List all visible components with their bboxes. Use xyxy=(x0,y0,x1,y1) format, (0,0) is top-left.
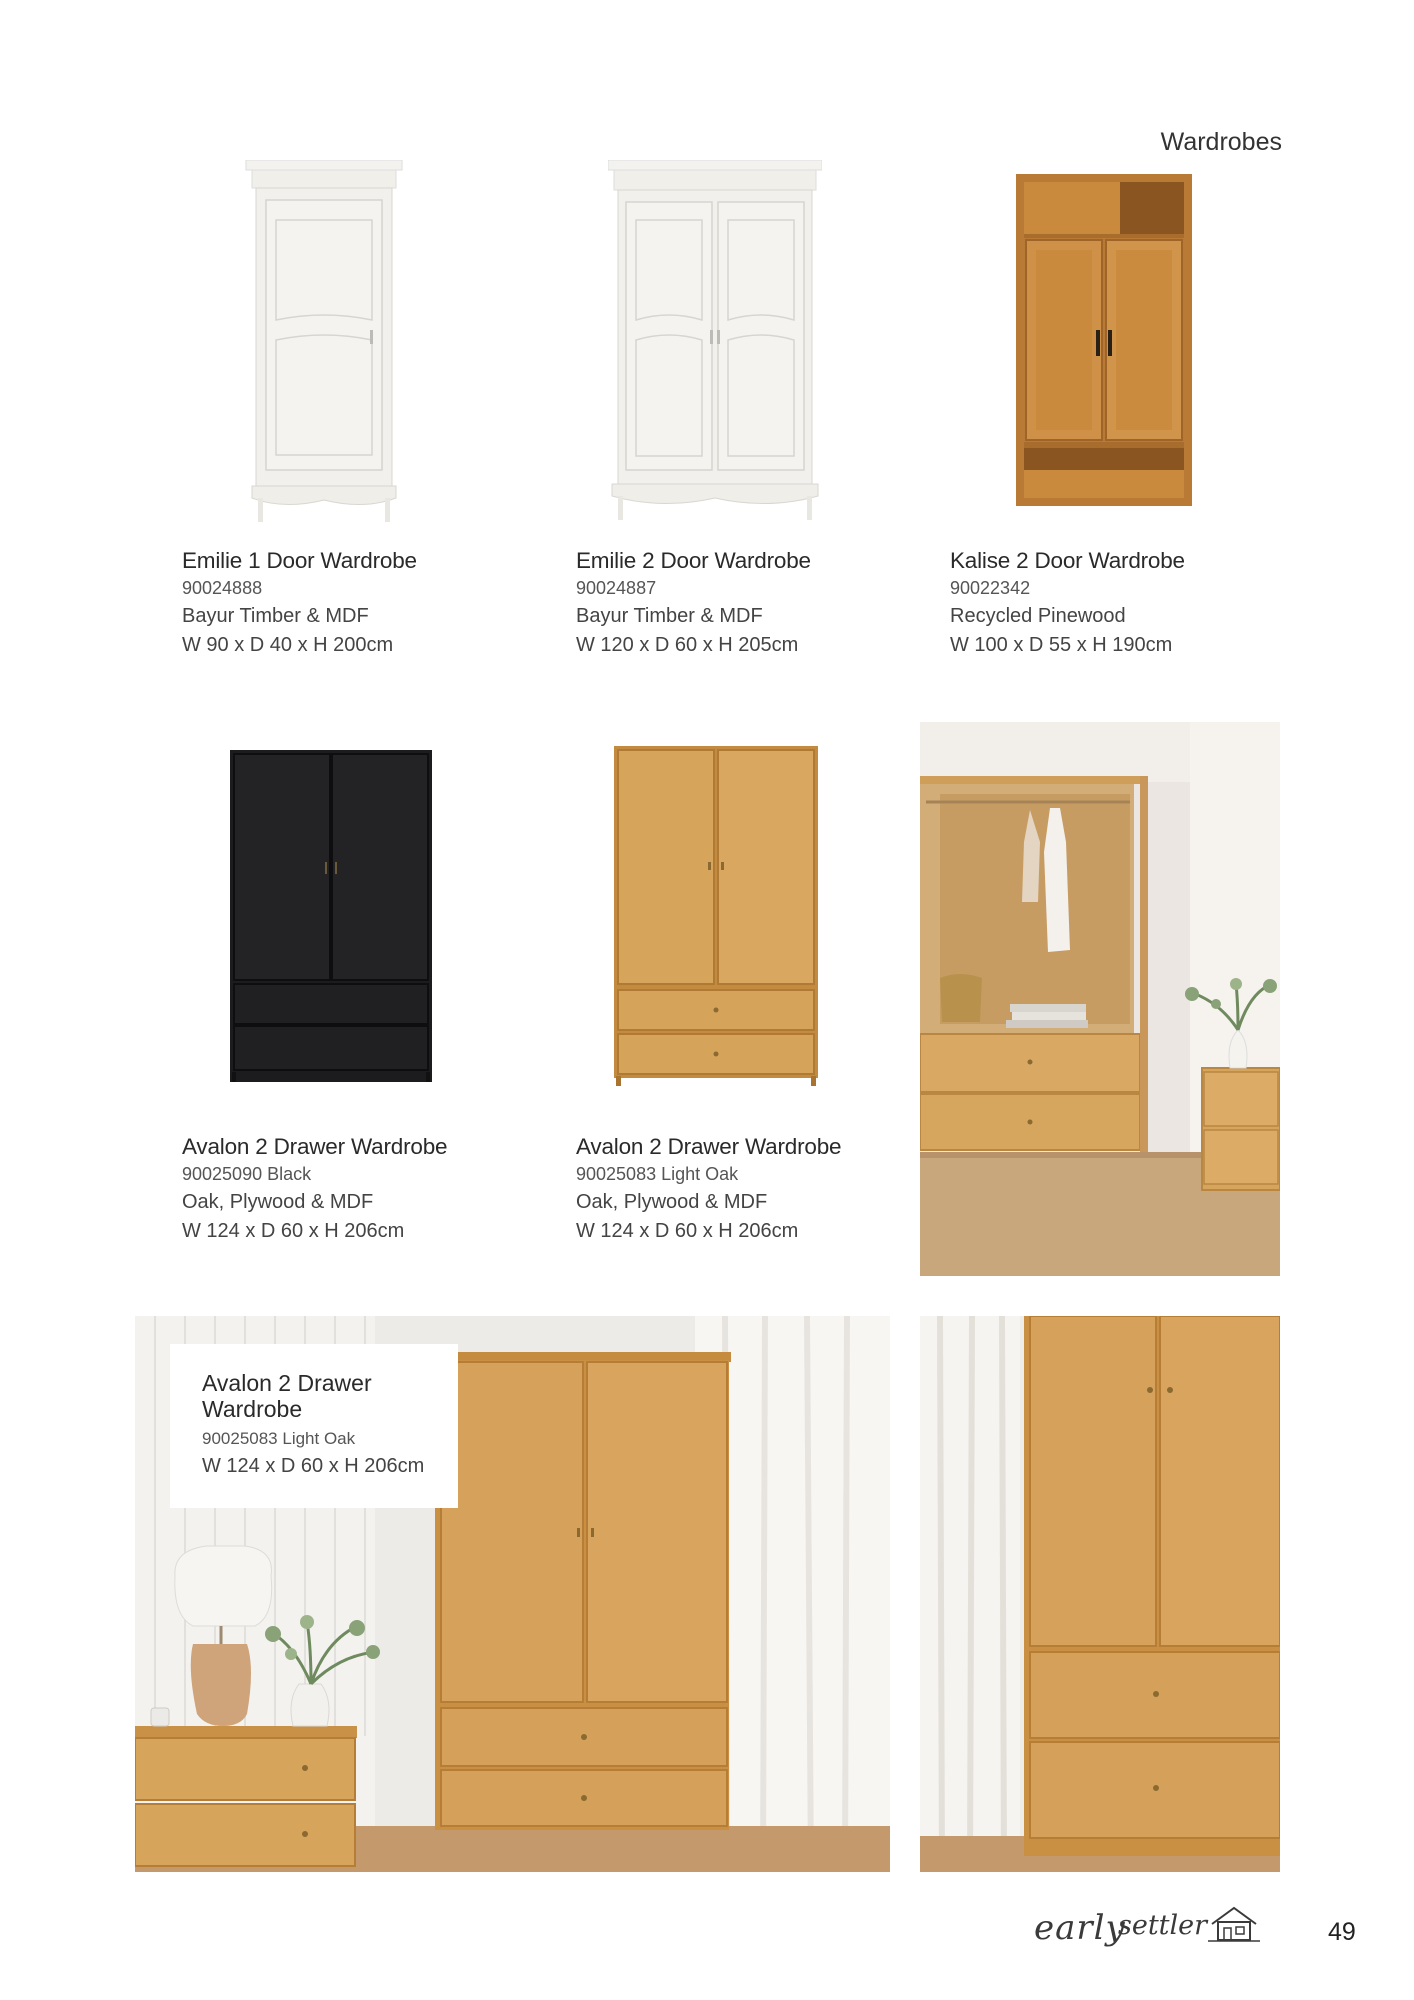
house-icon xyxy=(1208,1904,1260,1944)
product-dimensions: W 100 x D 55 x H 190cm xyxy=(950,633,1173,656)
product-info-emilie-2-door xyxy=(576,548,916,657)
brand-logo[interactable] xyxy=(1030,1900,1260,1960)
feature-product-sku: 90025083 Light Oak xyxy=(202,1428,356,1448)
section-title: Wardrobes xyxy=(1160,128,1282,156)
page-number: 49 xyxy=(1328,1918,1356,1946)
product-material: Bayur Timber & MDF xyxy=(576,604,763,627)
product-name: Avalon 2 Drawer Wardrobe xyxy=(182,1134,448,1159)
product-image-emilie-1-door[interactable] xyxy=(244,160,404,524)
product-sku: 90025083 Light Oak xyxy=(576,1163,739,1184)
product-material: Oak, Plywood & MDF xyxy=(576,1190,768,1213)
product-dimensions: W 90 x D 40 x H 200cm xyxy=(182,633,394,656)
product-sku: 90024888 xyxy=(182,577,263,598)
product-name: Avalon 2 Drawer Wardrobe xyxy=(576,1134,842,1159)
product-name: Emilie 2 Door Wardrobe xyxy=(576,548,811,573)
product-dimensions: W 120 x D 60 x H 205cm xyxy=(576,633,799,656)
product-name: Emilie 1 Door Wardrobe xyxy=(182,548,417,573)
product-dimensions: W 124 x D 60 x H 206cm xyxy=(182,1219,405,1242)
product-info-avalon-light-oak xyxy=(576,1134,916,1243)
feature-product-card xyxy=(170,1344,458,1508)
product-material: Bayur Timber & MDF xyxy=(182,604,369,627)
brand-logo-word-early: early xyxy=(1034,1908,1126,1948)
product-sku: 90025090 Black xyxy=(182,1163,312,1184)
product-info-avalon-black xyxy=(182,1134,522,1243)
product-info-kalise-2-door xyxy=(950,548,1290,657)
product-image-avalon-light-oak[interactable] xyxy=(614,746,818,1086)
brand-logo-word-settler: settler xyxy=(1118,1910,1208,1941)
product-image-avalon-black[interactable] xyxy=(230,750,432,1082)
product-name: Kalise 2 Door Wardrobe xyxy=(950,548,1185,573)
feature-product-dimensions: W 124 x D 60 x H 206cm xyxy=(202,1454,425,1477)
closeup-photo-avalon-doors xyxy=(920,1316,1280,1872)
product-dimensions: W 124 x D 60 x H 206cm xyxy=(576,1219,799,1242)
product-info-emilie-1-door xyxy=(182,548,522,657)
product-image-kalise-2-door[interactable] xyxy=(1016,174,1192,506)
product-image-emilie-2-door[interactable] xyxy=(608,160,822,522)
product-material: Recycled Pinewood xyxy=(950,604,1126,627)
lifestyle-photo-open-wardrobe xyxy=(920,722,1280,1276)
product-sku: 90024887 xyxy=(576,577,657,598)
feature-product-name: Avalon 2 Drawer Wardrobe xyxy=(202,1370,372,1423)
product-sku: 90022342 xyxy=(950,577,1031,598)
product-material: Oak, Plywood & MDF xyxy=(182,1190,374,1213)
